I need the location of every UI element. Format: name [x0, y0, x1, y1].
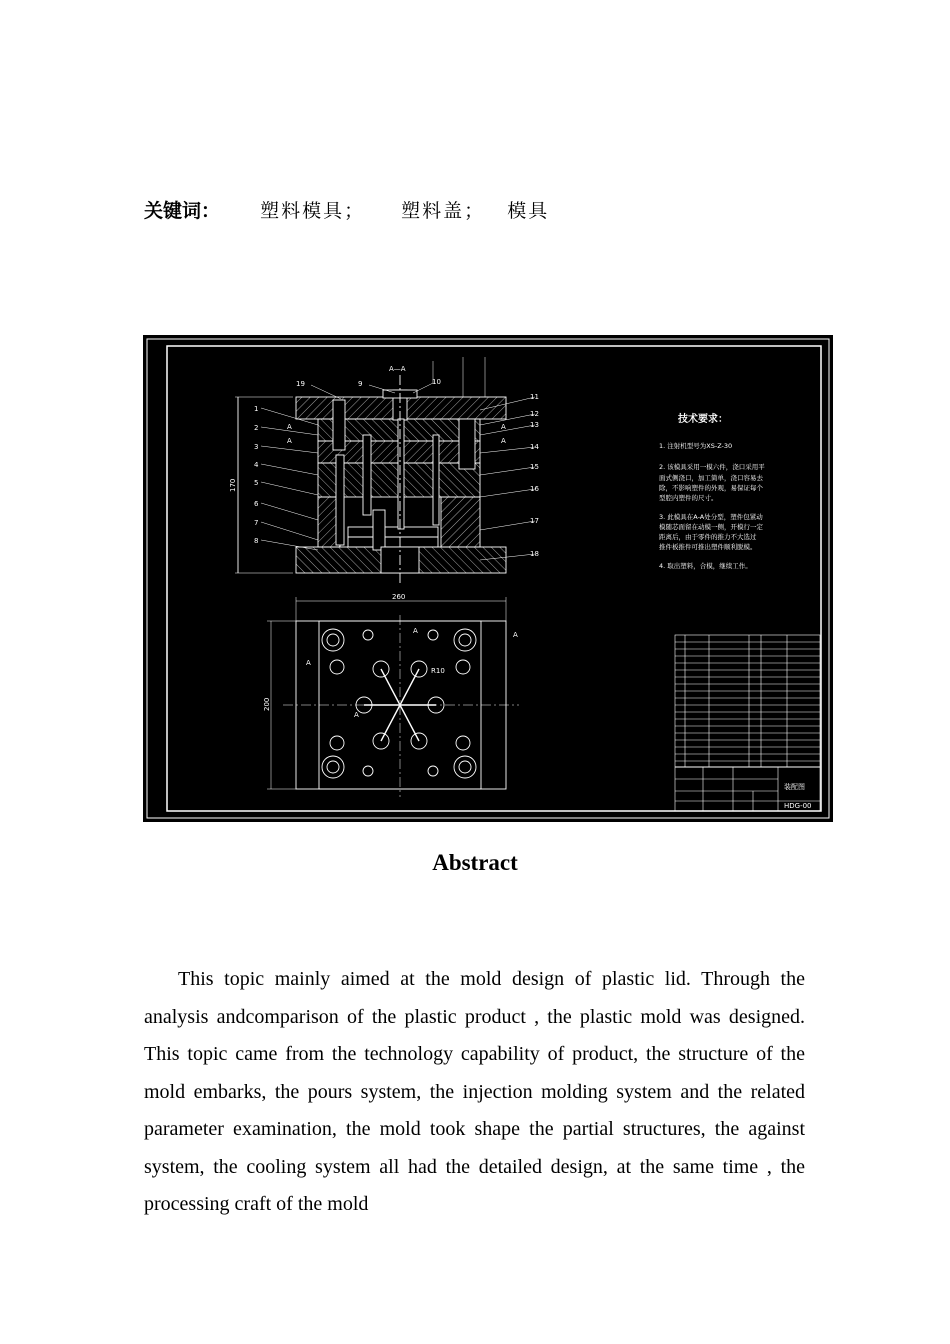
- part-number: 19: [296, 380, 305, 388]
- tech-note: 4. 取出塑料，合模，继续工作。: [659, 562, 752, 570]
- part-number: 1: [254, 405, 259, 413]
- part-number: 10: [432, 378, 441, 386]
- section-letter: A: [287, 437, 292, 445]
- tech-note: 模随芯面留在动模一侧，开模行一定: [659, 523, 763, 531]
- keyword-item: 模具: [507, 200, 550, 222]
- section-letter: A: [513, 631, 518, 639]
- keywords-line: [144, 196, 549, 223]
- part-number: 13: [530, 421, 539, 429]
- section-letter: A: [287, 423, 292, 431]
- section-label: A—A: [389, 365, 406, 373]
- keywords-label: 关键词：: [144, 200, 221, 222]
- title-block-name: 装配图: [784, 783, 805, 791]
- tech-note: 2. 该模具采用一模六件，浇口采用平: [659, 463, 765, 471]
- part-number: 3: [254, 443, 259, 451]
- section-letter: A: [501, 423, 506, 431]
- section-letter: A: [306, 659, 311, 667]
- tech-title: 技术要求：: [678, 414, 728, 425]
- part-number: 12: [530, 410, 539, 418]
- part-number: 7: [254, 519, 259, 527]
- tech-note: 推件板推件可推出塑件顺利脱模。: [659, 543, 757, 551]
- tech-note: 型腔内塑件的尺寸。: [659, 494, 718, 502]
- part-number: 16: [530, 485, 539, 493]
- part-number: 6: [254, 500, 259, 508]
- abstract-heading: Abstract: [432, 850, 518, 875]
- part-number: 5: [254, 479, 259, 487]
- abstract-body: This topic mainly aimed at the mold design of plastic lid. Through the analysis andcomparison of the plastic product , the plastic mold was designed. This topic came from the technology capability of product, the structure of the mold embarks, the pours system, the injection molding system and the related parameter examination, the mold took shape the partial structures, the against system, the cooling system all had the detailed design, at the same time , the processing craft of the mold: [144, 968, 805, 1215]
- tech-note: 面式侧浇口，加工简单，浇口容易去: [659, 474, 763, 482]
- part-number: 2: [254, 424, 259, 432]
- part-number: 15: [530, 463, 539, 471]
- part-number: 9: [358, 380, 363, 388]
- part-number: 14: [530, 443, 539, 451]
- part-number: 8: [254, 537, 259, 545]
- section-letter: A: [354, 711, 359, 719]
- dimension-radius: R10: [431, 667, 445, 675]
- tech-note: 1. 注射机型号为XS-Z-30: [659, 442, 733, 450]
- dimension-height: 170: [229, 478, 237, 492]
- section-letter: A: [501, 437, 506, 445]
- keyword-item: 塑料盖；: [401, 200, 486, 222]
- mold-assembly-drawing: [143, 335, 833, 822]
- part-number: 18: [530, 550, 539, 558]
- tech-note: 3. 此模具在A-A处分型，塑件包紧动: [659, 513, 763, 521]
- title-block-code: HDG-00: [784, 802, 812, 810]
- part-number: 4: [254, 461, 259, 469]
- tech-note: 除，不影响塑件的外观，易保证每个: [659, 484, 763, 492]
- dimension-width: 260: [392, 593, 406, 601]
- keyword-item: 塑料模具；: [260, 200, 366, 222]
- part-number: 11: [530, 393, 539, 401]
- part-number: 17: [530, 517, 539, 525]
- tech-note: 距离后，由于零件的推力不大选过: [659, 533, 757, 541]
- section-letter: A: [413, 627, 418, 635]
- dimension-plan-height: 200: [263, 697, 271, 711]
